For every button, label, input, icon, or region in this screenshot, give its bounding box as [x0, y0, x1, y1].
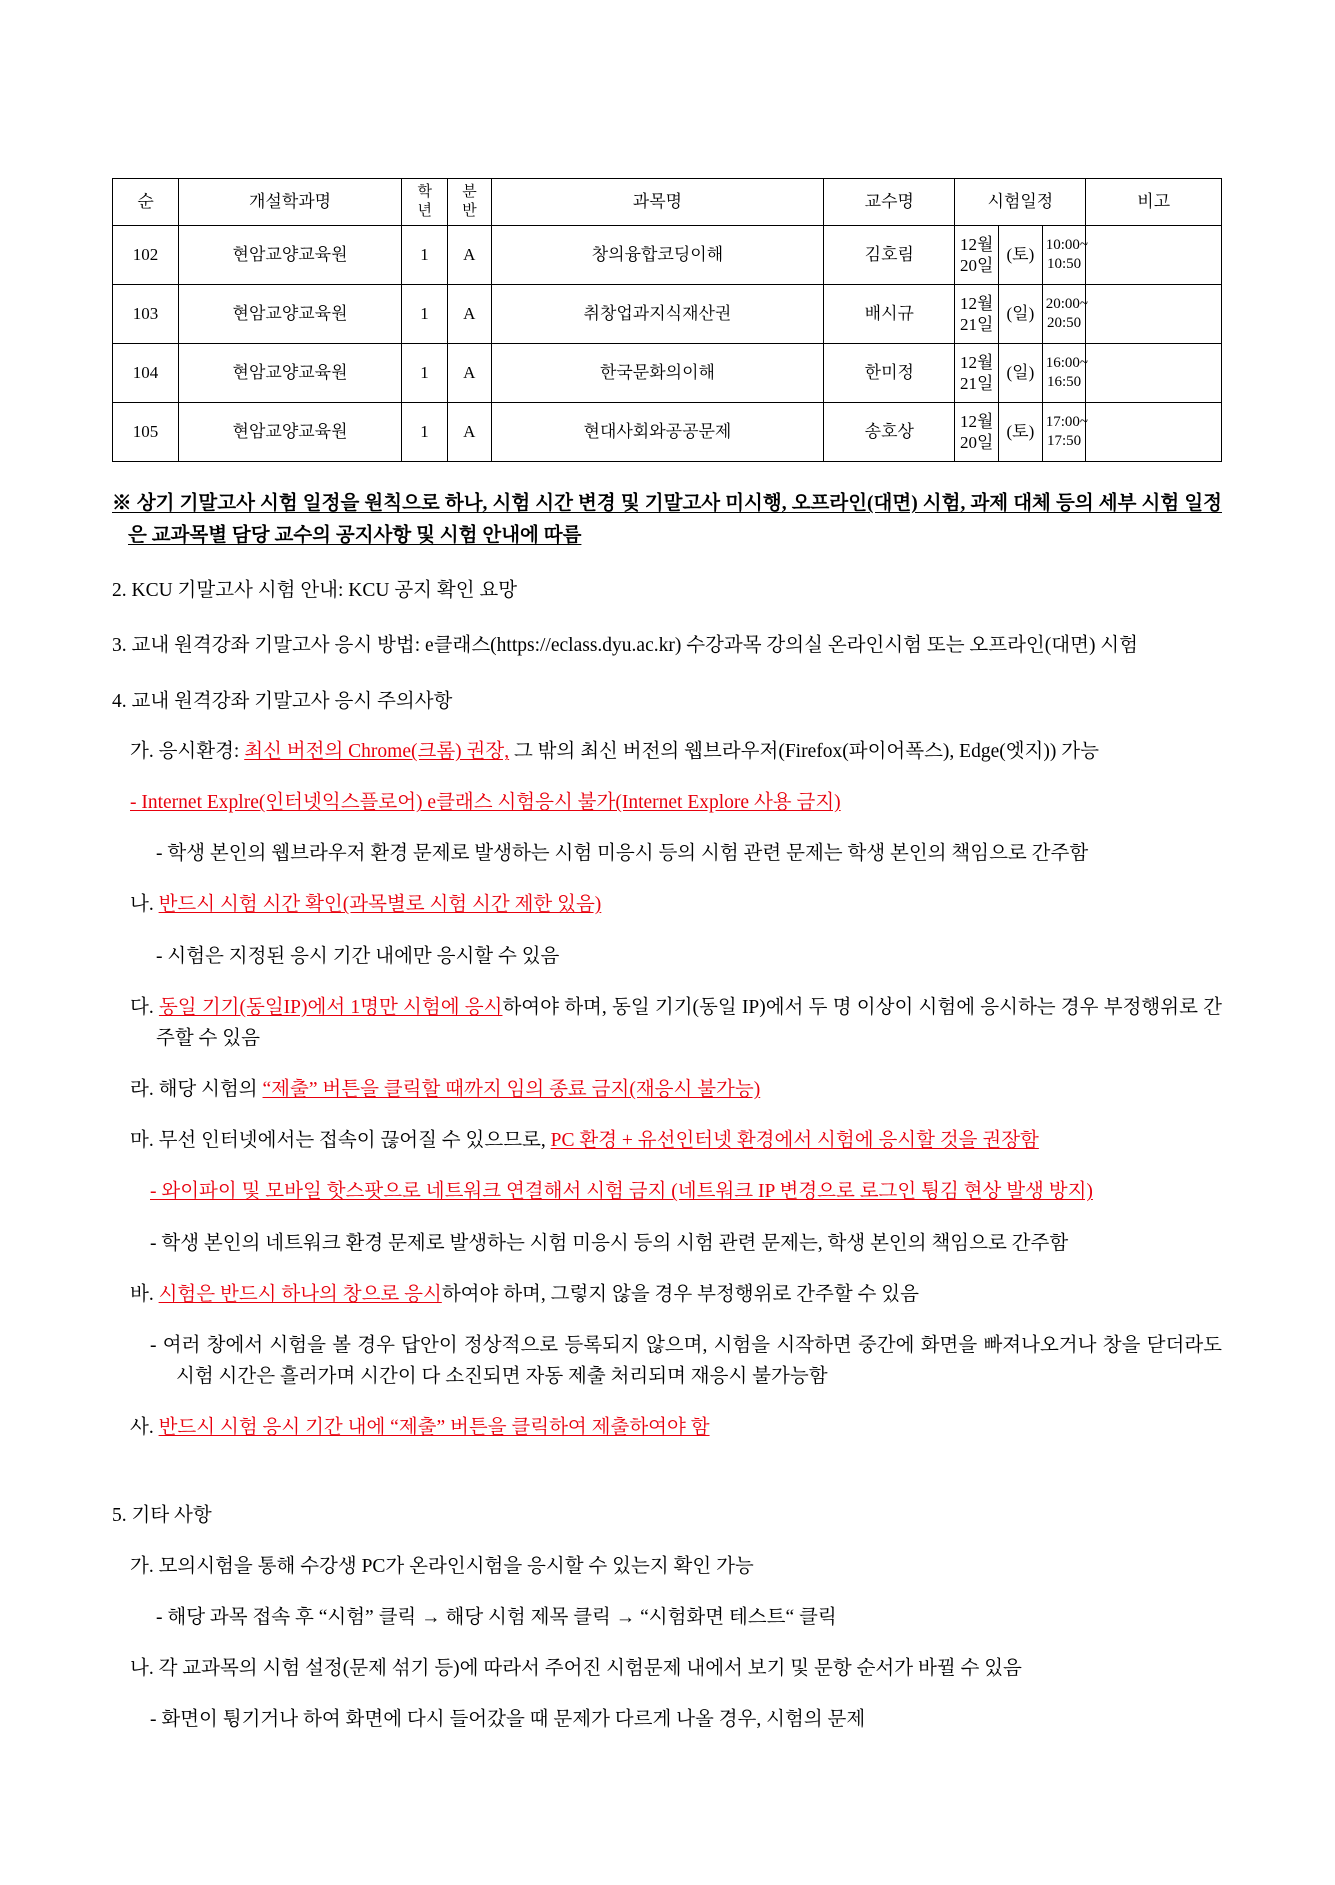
item-4-d-highlight: “제출” 버튼을 클릭할 때까지 임의 종료 금지(재응시 불가능): [262, 1079, 761, 1101]
cell-professor: 김호림: [824, 226, 955, 285]
table-body: [113, 226, 1222, 462]
cell-time-start: 16:00~: [1045, 355, 1089, 372]
item-4-a-dash-browser: - 학생 본인의 웹브라우저 환경 문제로 발생하는 시험 미응시 등의 시험 관련 문제는 학생 본인의 책임으로 간주함: [156, 843, 1089, 865]
item-4-f-highlight: 시험은 반드시 하나의 창으로 응시: [158, 1283, 442, 1305]
item-4-c-highlight: 동일 기기(동일IP)에서 1명만 시험에 응시: [158, 996, 503, 1018]
cell-time: [1042, 344, 1089, 403]
cell-no: 104: [113, 344, 179, 403]
cell-grade: 1: [401, 403, 447, 462]
item-4-d: [130, 1074, 1222, 1106]
item-5-b-dash: - 화면이 튕기거나 하여 화면에 다시 들어갔을 때 문제가 다르게 나올 경우, 시험의 문제: [150, 1708, 866, 1730]
cell-subject: 한국문화의이해: [491, 344, 824, 403]
cell-time-start: 17:00~: [1045, 414, 1089, 431]
cell-classno: A: [447, 344, 491, 403]
item-4-a-rest: 그 밖의 최신 버전의 웹브라우저(Firefox(파이어폭스), Edge(엣지)) 가능: [509, 741, 1099, 763]
cell-day: (토): [999, 403, 1043, 462]
item-4-b-label: 나.: [130, 894, 159, 916]
header-exam-schedule: 시험일정: [955, 179, 1086, 226]
cell-classno: A: [447, 226, 491, 285]
section-item-2: 2. KCU 기말고사 시험 안내: KCU 공지 확인 요망: [112, 580, 518, 602]
header-classno: 분 반: [447, 179, 491, 226]
header-professor: 교수명: [824, 179, 955, 226]
cell-date: 12월21일: [955, 344, 999, 403]
cell-day: (토): [999, 226, 1043, 285]
cell-dept: 현암교양교육원: [179, 344, 402, 403]
item-4-b: [130, 889, 1222, 921]
document-content: [112, 178, 1222, 1755]
cell-date: 12월20일: [955, 403, 999, 462]
item-5-a-dash: - 해당 과목 접속 후 “시험” 클릭 → 해당 시험 제목 클릭 → “시험화면 테스트“ 클릭: [156, 1606, 837, 1628]
header-no: 순: [113, 179, 179, 226]
item-4-e-highlight: PC 환경 + 유선인터넷 환경에서 시험에 응시할 것을 권장함: [550, 1130, 1039, 1152]
cell-time-end: 20:50: [1046, 315, 1082, 331]
cell-professor: 송호상: [824, 403, 955, 462]
cell-grade: 1: [401, 285, 447, 344]
cell-subject: 현대사회와공공문제: [491, 403, 824, 462]
cell-classno: A: [447, 403, 491, 462]
cell-time: [1042, 226, 1089, 285]
table-row: [113, 403, 1222, 462]
item-4-b-highlight: 반드시 시험 시간 확인(과목별로 시험 시간 제한 있음): [158, 894, 602, 916]
item-4-g-highlight: 반드시 시험 응시 기간 내에 “제출” 버튼을 클릭하여 제출하여야 함: [158, 1417, 710, 1439]
cell-classno: A: [447, 285, 491, 344]
cell-no: 102: [113, 226, 179, 285]
cell-subject: 취창업과지식재산권: [491, 285, 824, 344]
item-5-b: 나. 각 교과목의 시험 설정(문제 섞기 등)에 따라서 주어진 시험문제 내에서 보기 및 문항 순서가 바뀔 수 있음: [130, 1657, 1022, 1679]
table-row: [113, 226, 1222, 285]
cell-professor: 한미정: [824, 344, 955, 403]
item-4-c-rest: 하여야 하며, 동일 기기(동일 IP)에서 두 명 이상이 시험에 응시하는 경우 부정행위로 간주할 수 있음: [156, 996, 1222, 1050]
item-5-a: 가. 모의시험을 통해 수강생 PC가 온라인시험을 응시할 수 있는지 확인 가능: [130, 1555, 754, 1577]
item-4-a: [130, 736, 1222, 768]
cell-day: (일): [999, 344, 1043, 403]
item-4-a-highlight: 최신 버전의 Chrome(크롬) 권장,: [244, 741, 510, 763]
table-row: [113, 285, 1222, 344]
item-4-d-label: 라. 해당 시험의: [130, 1079, 263, 1101]
cell-time-start: 20:00~: [1045, 296, 1089, 313]
item-4-e-dash-network: - 학생 본인의 네트워크 환경 문제로 발생하는 시험 미응시 등의 시험 관련 문제는, 학생 본인의 책임으로 간주함: [150, 1232, 1069, 1254]
cell-day: (일): [999, 285, 1043, 344]
schedule-notice: ※ 상기 기말고사 시험 일정을 원칙으로 하나, 시험 시간 변경 및 기말고사 미시행, 오프라인(대면) 시험, 과제 대체 등의 세부 시험 일정은 교과목별 담당 교수의 공지사항 및 시험 안내에 따름: [112, 493, 1222, 546]
section-item-5-title: 5. 기타 사항: [112, 1504, 212, 1526]
item-4-f: [130, 1279, 1222, 1311]
item-4-c-label: 다.: [130, 996, 159, 1018]
cell-date: 12월21일: [955, 285, 999, 344]
exam-schedule-table: [112, 178, 1222, 462]
table-row: [113, 344, 1222, 403]
cell-grade: 1: [401, 226, 447, 285]
cell-no: 103: [113, 285, 179, 344]
header-remark: 비고: [1086, 179, 1222, 226]
item-4-a-label: 가. 응시환경:: [130, 741, 245, 763]
item-4-f-label: 바.: [130, 1283, 159, 1305]
cell-dept: 현암교양교육원: [179, 403, 402, 462]
cell-grade: 1: [401, 344, 447, 403]
cell-remark: [1086, 285, 1222, 344]
cell-remark: [1086, 403, 1222, 462]
cell-subject: 창의융합코딩이해: [491, 226, 824, 285]
cell-dept: 현암교양교육원: [179, 226, 402, 285]
cell-dept: 현암교양교육원: [179, 285, 402, 344]
cell-time-end: 16:50: [1046, 374, 1082, 390]
item-4-f-dash: - 여러 창에서 시험을 볼 경우 답안이 정상적으로 등록되지 않으며, 시험을 시작하면 중간에 화면을 빠져나오거나 창을 닫더라도 시험 시간은 흘러가며 시간이 다 소진되면 자동 제출 처리되며 재응시 불가능함: [150, 1334, 1222, 1388]
item-4-b-dash: - 시험은 지정된 응시 기간 내에만 응시할 수 있음: [156, 945, 560, 967]
cell-date: 12월20일: [955, 226, 999, 285]
item-4-c: [130, 992, 1222, 1055]
item-4-g: [130, 1412, 1222, 1444]
cell-no: 105: [113, 403, 179, 462]
section-item-4-title: 4. 교내 원격강좌 기말고사 응시 주의사항: [112, 690, 453, 712]
section-item-3: 3. 교내 원격강좌 기말고사 응시 방법: e클래스(https://eclass.dyu.ac.kr) 수강과목 강의실 온라인시험 또는 오프라인(대면) 시험: [112, 635, 1138, 657]
item-4-f-rest: 하여야 하며, 그렇지 않을 경우 부정행위로 간주할 수 있음: [441, 1283, 919, 1305]
cell-remark: [1086, 226, 1222, 285]
item-4-e-label: 마. 무선 인터넷에서는 접속이 끊어질 수 있으므로,: [130, 1130, 551, 1152]
table-header: [113, 179, 1222, 226]
cell-remark: [1086, 344, 1222, 403]
cell-time-start: 10:00~: [1045, 237, 1089, 254]
cell-professor: 배시규: [824, 285, 955, 344]
item-4-g-label: 사.: [130, 1417, 159, 1439]
cell-time-end: 10:50: [1046, 256, 1082, 272]
header-dept: 개설학과명: [179, 179, 402, 226]
item-4-a-dash-ie: - Internet Explre(인터넷익스플로어) e클래스 시험응시 불가(Internet Explore 사용 금지): [130, 792, 841, 814]
cell-time: [1042, 285, 1089, 344]
item-4-e-dash-wifi: - 와이파이 및 모바일 핫스팟으로 네트워크 연결해서 시험 금지 (네트워크 IP 변경으로 로그인 튕김 현상 발생 방지): [150, 1181, 1093, 1203]
cell-time-end: 17:50: [1046, 433, 1082, 449]
header-subject: 과목명: [491, 179, 824, 226]
cell-time: [1042, 403, 1089, 462]
item-4-e: [130, 1125, 1222, 1157]
table-header-row: [113, 179, 1222, 226]
header-grade: 학 년: [401, 179, 447, 226]
